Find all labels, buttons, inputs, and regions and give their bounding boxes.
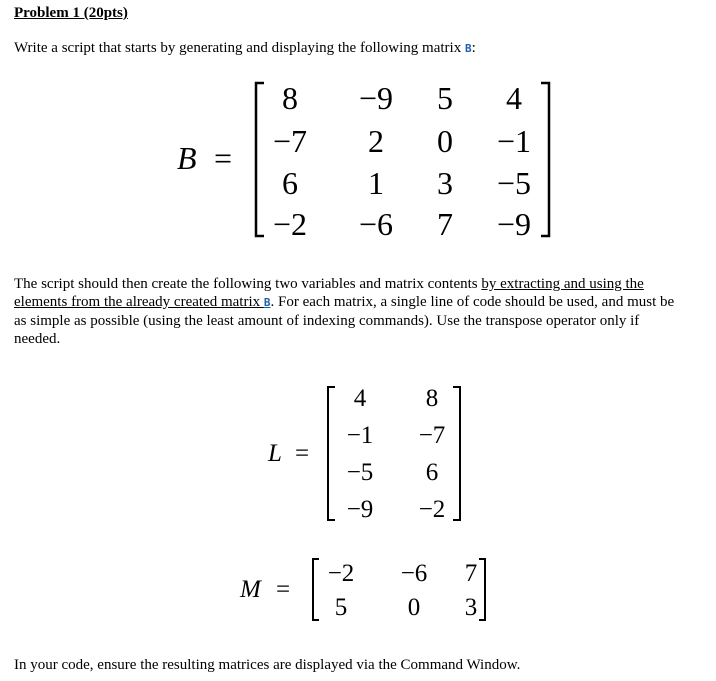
matrix-b-cell-r4-c1: −2: [272, 206, 308, 242]
matrix-b-cell-r3-c1: 6: [282, 165, 298, 201]
matrix-b-equals: =: [214, 140, 233, 176]
matrix-l-cell-r2-c1: −1: [346, 422, 374, 449]
matrix-m-cell-r2-c3: 3: [464, 594, 478, 621]
matrix-b-cell-r2-c3: 0: [437, 123, 453, 159]
matrix-b-cell-r4-c3: 7: [437, 206, 453, 242]
intro-text: Write a script that starts by generating and displaying the following matrix: [14, 40, 462, 56]
matrix-m-right-bracket: [476, 556, 490, 626]
matrix-m-cell-r2-c1: 5: [334, 594, 348, 621]
matrix-l-cell-r2-c2: −7: [418, 422, 446, 449]
para2-underlined-2: elements from the already created matrix: [14, 294, 264, 310]
para2-var: B: [263, 296, 271, 309]
matrix-l-left-bracket: [323, 385, 339, 525]
matrix-b-right-bracket: [537, 80, 557, 240]
matrix-m-cell-r1-c2: −6: [400, 560, 428, 587]
footer-text: In your code, ensure the resulting matrices are displayed via the Command Window.: [14, 657, 521, 673]
matrix-m-cell-r1-c1: −2: [327, 560, 355, 587]
matrix-l-cell-r3-c2: 6: [425, 459, 439, 486]
intro-var: B: [464, 42, 472, 55]
matrix-b-cell-r3-c3: 3: [437, 165, 453, 201]
matrix-l-right-bracket: [450, 385, 466, 525]
intro-paragraph: [14, 39, 476, 58]
matrix-b-cell-r1-c4: 4: [506, 80, 522, 116]
matrix-m-equals: =: [276, 576, 291, 603]
matrix-l-cell-r4-c2: −2: [418, 496, 446, 523]
matrix-l-label: L: [268, 440, 282, 467]
matrix-l-cell-r4-c1: −9: [346, 496, 374, 523]
matrix-l-cell-r1-c1: 4: [353, 385, 367, 412]
matrix-b-cell-r4-c4: −9: [496, 206, 532, 242]
matrix-b-cell-r3-c4: −5: [496, 165, 532, 201]
problem-title: Problem 1 (20pts): [14, 5, 128, 21]
para2-text-1: The script should then create the following two variables and matrix contents: [14, 276, 482, 292]
para2-line-3: as simple as possible (using the least amount of indexing commands). Use the transpose operator only if: [14, 313, 640, 329]
matrix-m-left-bracket: [308, 556, 322, 626]
matrix-b-label: B: [177, 140, 197, 176]
para2-text-2: . For each matrix, a single line of code should be used, and must be: [270, 294, 675, 310]
para2-underlined-1: by extracting and using the: [481, 276, 644, 292]
matrix-l-cell-r1-c2: 8: [425, 385, 439, 412]
intro-end: :: [471, 40, 476, 56]
matrix-b-cell-r1-c2: −9: [358, 80, 394, 116]
matrix-b-cell-r3-c2: 1: [368, 165, 384, 201]
matrix-m-cell-r1-c3: 7: [464, 560, 478, 587]
matrix-b-cell-r2-c2: 2: [368, 123, 384, 159]
matrix-b-cell-r1-c1: 8: [282, 80, 298, 116]
matrix-b-cell-r2-c4: −1: [496, 123, 532, 159]
matrix-b-cell-r2-c1: −7: [272, 123, 308, 159]
matrix-b-left-bracket: [250, 80, 270, 240]
matrix-l-equals: =: [295, 440, 310, 467]
paragraph-2: [14, 275, 714, 348]
matrix-m-cell-r2-c2: 0: [407, 594, 421, 621]
matrix-m-label: M: [240, 576, 261, 603]
matrix-b-cell-r1-c3: 5: [437, 80, 453, 116]
para2-line-4: needed.: [14, 331, 61, 347]
matrix-l-cell-r3-c1: −5: [346, 459, 374, 486]
matrix-b-cell-r4-c2: −6: [358, 206, 394, 242]
